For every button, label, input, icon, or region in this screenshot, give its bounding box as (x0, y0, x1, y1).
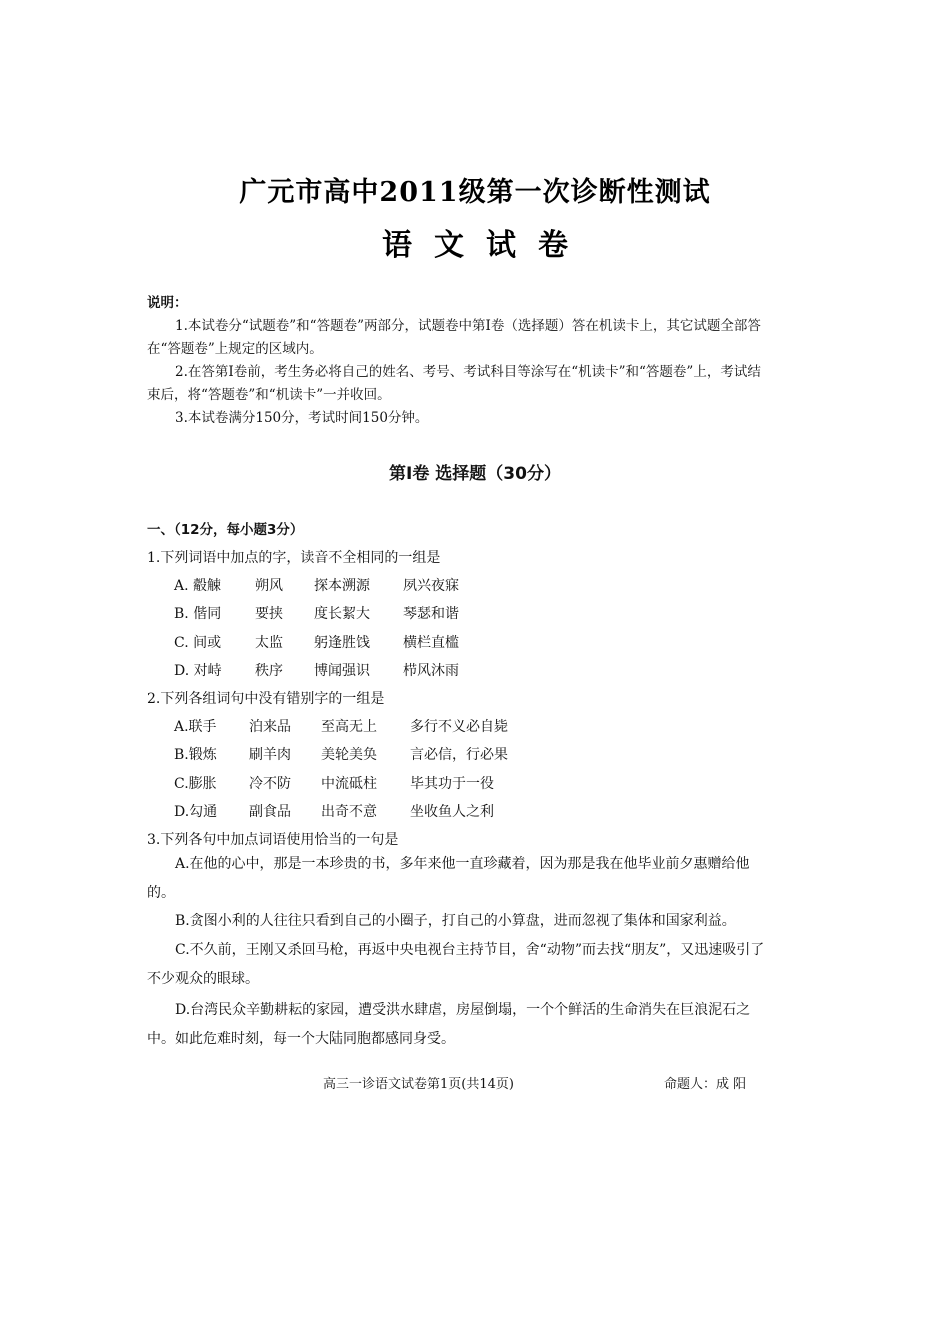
page-footer-author: 命题人：成 阳 (664, 1077, 747, 1092)
option-cell: 多行不义必自毙 (410, 719, 508, 735)
option-cell: B. 偕同 (174, 606, 222, 622)
option-cell: 毕其功于一役 (410, 776, 494, 792)
option-cell: 躬逢胜饯 (314, 635, 370, 651)
option-cell: 探本溯源 (314, 578, 370, 594)
option-cell: A. 觳觫 (174, 578, 222, 594)
option-cell: C. 间或 (174, 635, 222, 651)
option-cell: D. 对峙 (174, 663, 222, 679)
question-3-option-a: A.在他的心中，那是一本珍贵的书，多年来他一直珍藏着，因为那是我在他毕业前夕惠赠给他的。 (147, 856, 750, 901)
question-3-option-c: C.不久前，王刚又杀回马枪，再返中央电视台主持节目，舍“动物”而去找“朋友”，又迅速吸引了不少观众的眼球。 (147, 942, 765, 987)
option-cell: 美轮美奂 (321, 747, 377, 763)
question-3-option-b: B.贪图小利的人往往只看到自己的小圈子，打自己的小算盘，进而忽视了集体和国家利益。 (175, 913, 736, 929)
instructions (147, 292, 772, 430)
option-cell: 泊来品 (249, 719, 291, 735)
exam-title: 广元市高中2011级第一次诊断性测试 (239, 177, 711, 208)
option-cell: 博闻强识 (314, 663, 370, 679)
option-cell: 夙兴夜寐 (403, 578, 459, 594)
section-heading: 第Ⅰ卷 选择题（30分） (389, 464, 561, 484)
option-cell: 要挟 (255, 606, 283, 622)
option-cell: 刷羊肉 (249, 747, 291, 763)
option-cell: 副食品 (249, 804, 291, 820)
question-3-stem: 3.下列各句中加点词语使用恰当的一句是 (147, 832, 399, 848)
exam-subtitle: 语文试卷 (382, 228, 590, 263)
option-cell: 太监 (255, 635, 283, 651)
instruction-item-1: 1.本试卷分“试题卷”和“答题卷”两部分，试题卷中第Ⅰ卷（选择题）答在机读卡上，其它试题全部答在“答题卷”上规定的区域内。 (147, 318, 761, 357)
option-cell: C.膨胀 (174, 776, 217, 792)
option-cell: 秩序 (255, 663, 283, 679)
option-cell: 琴瑟和谐 (403, 606, 459, 622)
page-footer-label: 高三一诊语文试卷第1页(共14页) (323, 1077, 514, 1092)
question-1-stem: 1.下列词语中加点的字，读音不全相同的一组是 (147, 550, 441, 566)
option-cell: 横栏直槛 (403, 635, 459, 651)
option-cell: 坐收鱼人之利 (410, 804, 494, 820)
part-heading: 一、（12分，每小题3分） (147, 522, 304, 538)
option-cell: 栉风沐雨 (403, 663, 459, 679)
option-cell: 至高无上 (321, 719, 377, 735)
option-cell: A.联手 (174, 719, 217, 735)
option-cell: 朔风 (255, 578, 283, 594)
instruction-item-3: 3.本试卷满分150分，考试时间150分钟。 (175, 410, 429, 426)
option-cell: 冷不防 (249, 776, 291, 792)
option-cell: 出奇不意 (321, 804, 377, 820)
option-cell: B.锻炼 (174, 747, 217, 763)
option-cell: 中流砥柱 (321, 776, 377, 792)
option-cell: 言必信，行必果 (410, 747, 508, 763)
option-cell: D.勾通 (174, 804, 218, 820)
option-cell: 度长絜大 (314, 606, 370, 622)
question-2-stem: 2.下列各组词句中没有错别字的一组是 (147, 691, 385, 707)
question-3-option-d: D.台湾民众辛勤耕耘的家园，遭受洪水肆虐，房屋倒塌，一个个鲜活的生命消失在巨浪泥石之中。如此危难时刻，每一个大陆同胞都感同身受。 (147, 1002, 751, 1047)
instruction-item-2: 2.在答第Ⅰ卷前，考生务必将自己的姓名、考号、考试科目等涂写在“机读卡”和“答题卷”上，考试结束后，将“答题卷”和“机读卡”一并收回。 (147, 364, 761, 403)
instructions-label: 说明： (147, 295, 188, 311)
